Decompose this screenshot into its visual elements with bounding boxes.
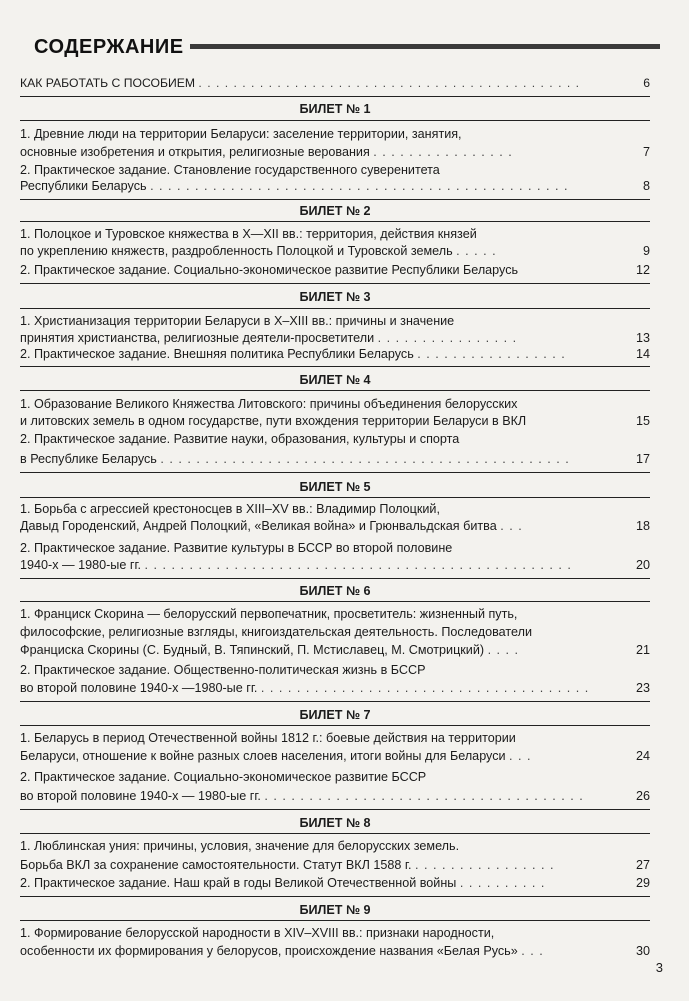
toc-entry[interactable]: [20, 660, 650, 680]
section-divider: [20, 833, 650, 834]
section-divider: [20, 725, 650, 726]
ticket-heading: БИЛЕТ № 8: [299, 816, 371, 830]
toc-entry-text: в Республике Беларусь: [20, 452, 157, 466]
section-divider: [20, 120, 650, 121]
toc-entry[interactable]: [20, 855, 650, 875]
toc-page-number: 14: [635, 347, 650, 361]
leader-dots: . . . . . . . . . . . . . . . .: [414, 858, 555, 872]
leader-dots: . . . . . . . . . . . . . . . .: [377, 331, 518, 345]
toc-entry-text: 2. Практическое задание. Общественно-политическая жизнь в БССР: [20, 663, 426, 677]
ticket-heading: БИЛЕТ № 1: [299, 102, 371, 116]
toc-entry[interactable]: [20, 746, 650, 766]
toc-page-number: 15: [635, 414, 650, 428]
title-underline-bar: [190, 44, 660, 49]
section-divider: [20, 809, 650, 810]
section-divider: [20, 920, 650, 921]
toc-entry-text: философские, религиозные взгляды, книгоиздательская деятельность. Последователи: [20, 625, 532, 639]
toc-entry-text: особенности их формирования у белорусов, происхождение названия «Белая Русь»: [20, 944, 518, 958]
ticket-heading: БИЛЕТ № 4: [299, 373, 371, 387]
toc-entry-text: по укреплению княжеств, раздробленность Полоцкой и Туровской земель: [20, 244, 453, 258]
ticket-heading: БИЛЕТ № 3: [299, 290, 371, 304]
toc-entry-text: 2. Практическое задание. Социально-экономическое развитие Республики Беларусь: [20, 263, 519, 277]
toc-page-number: 29: [635, 876, 650, 890]
toc-entry[interactable]: [20, 640, 650, 660]
toc-entry-text: принятия христианства, религиозные деятели-просветители: [20, 331, 375, 345]
toc-entry[interactable]: [20, 449, 650, 469]
toc-entry-text: 1. Древние люди на территории Беларуси: заселение территории, занятия,: [20, 127, 462, 141]
leader-dots: . . . . . . . . . . . . . . . . . . . . . . . . . . . . . . . . . . . . .: [260, 681, 590, 695]
toc-entry[interactable]: [20, 923, 650, 943]
toc-page-number: 6: [643, 76, 650, 90]
leader-dots: . . .: [509, 749, 532, 763]
section-divider: [20, 601, 650, 602]
leader-dots: . . . . . . . . . . . . . . . .: [373, 145, 513, 159]
toc-entry[interactable]: [20, 786, 650, 806]
section-divider: [20, 366, 650, 367]
toc-entry[interactable]: [20, 260, 650, 280]
toc-page-number: 7: [642, 145, 650, 159]
leader-dots: . . . . . . . . . . . . . . . . . . . . . . . . . . . . . . . . . . . . . . . . . . . . . . .: [150, 179, 569, 193]
section-divider: [20, 96, 650, 97]
toc-page-number: 21: [635, 643, 650, 657]
ticket-heading: БИЛЕТ № 2: [299, 204, 371, 218]
leader-dots: . . . . . . . . . . . . . . . . . . . . . . . . . . . . . . . . . . . .: [264, 789, 584, 803]
toc-entry-text: 2. Практическое задание. Развитие культуры в БССР во второй половине: [20, 541, 453, 555]
section-divider: [20, 221, 650, 222]
section-divider: [20, 390, 650, 391]
toc-entry[interactable]: [20, 241, 650, 261]
toc-page-number: 9: [642, 244, 650, 258]
toc-page-number: 8: [642, 179, 650, 193]
toc-entry[interactable]: [20, 873, 650, 893]
leader-dots: . . . .: [487, 643, 520, 657]
toc-page-number: 26: [635, 789, 650, 803]
section-divider: [20, 283, 650, 284]
toc-entry-text: 1. Люблинская уния: причины, условия, значение для белорусских земель.: [20, 839, 460, 853]
page-number: 3: [655, 960, 663, 975]
toc-entry[interactable]: [20, 516, 650, 536]
toc-entry-text: 1. Образование Великого Княжества Литовского: причины объединения белорусских: [20, 397, 518, 411]
toc-entry[interactable]: [20, 344, 650, 364]
section-divider: [20, 308, 650, 309]
toc-entry-text: 2. Практическое задание. Развитие науки, образования, культуры и спорта: [20, 432, 460, 446]
toc-entry[interactable]: [20, 142, 650, 162]
toc-entry[interactable]: [20, 604, 650, 624]
toc-entry-text: Франциска Скорины (С. Будный, В. Тяпинский, П. Мстиславец, М. Смотрицкий): [20, 643, 485, 657]
toc-entry-text: 2. Практическое задание. Наш край в годы Великой Отечественной войны: [20, 876, 457, 890]
toc-entry-text: 1. Беларусь в период Отечественной войны 1812 г.: боевые действия на территории: [20, 731, 516, 745]
toc-entry-text: во второй половине 1940-х —1980-ые гг.: [20, 681, 258, 695]
toc-entry-text: во второй половине 1940-х — 1980-ые гг.: [20, 789, 261, 803]
toc-entry[interactable]: [20, 622, 650, 642]
section-divider: [20, 701, 650, 702]
leader-dots: . . . . . . . . . . . . . . . . . . . . . . . . . . . . . . . . . . . . . . . . . . . . . .: [160, 452, 570, 466]
toc-entry[interactable]: [20, 941, 650, 961]
toc-entry-text: Беларуси, отношение к войне разных слоев населения, итоги войны для Беларуси: [20, 749, 506, 763]
toc-entry-text: КАК РАБОТАТЬ С ПОСОБИЕМ: [20, 76, 196, 90]
toc-entry[interactable]: [20, 678, 650, 698]
ticket-heading: БИЛЕТ № 6: [299, 584, 371, 598]
section-divider: [20, 472, 650, 473]
toc-entry-intro[interactable]: [20, 73, 650, 93]
leader-dots: . . .: [500, 519, 523, 533]
section-divider: [20, 578, 650, 579]
toc-entry[interactable]: [20, 124, 650, 144]
toc-entry-text: 1. Христианизация территории Беларуси в X–XIII вв.: причины и значение: [20, 314, 455, 328]
toc-entry-text: Республики Беларусь: [20, 179, 147, 193]
toc-page-number: 17: [635, 452, 650, 466]
toc-page-number: 24: [635, 749, 650, 763]
ticket-heading: БИЛЕТ № 9: [299, 903, 371, 917]
leader-dots: . . . . . . . . . . . . . . . . . . . . . . . . . . . . . . . . . . . . . . . . . . . .: [198, 76, 581, 90]
toc-page-number: 27: [635, 858, 650, 872]
ticket-heading: БИЛЕТ № 5: [299, 480, 371, 494]
leader-dots: . . . . . . . . . . . . . . . . .: [417, 347, 566, 361]
leader-dots: . . .: [521, 944, 544, 958]
leader-dots: . . . . .: [456, 244, 497, 258]
toc-entry-text: 1. Франциск Скорина — белорусский первопечатник, просветитель: жизненный путь,: [20, 607, 518, 621]
ticket-heading: БИЛЕТ № 7: [299, 708, 371, 722]
toc-entry[interactable]: [20, 429, 650, 449]
leader-dots: . . . . . . . . . . . . . . . . . . . . . . . . . . . . . . . . . . . . . . . . . . . . . . . .: [144, 558, 572, 572]
toc-entry[interactable]: [20, 411, 650, 431]
toc-entry[interactable]: [20, 176, 650, 196]
toc-entry[interactable]: [20, 728, 650, 748]
toc-page-number: 30: [635, 944, 650, 958]
section-divider: [20, 497, 650, 498]
toc-entry-text: 1. Формирование белорусской народности в XIV–XVIII вв.: признаки народности,: [20, 926, 495, 940]
toc-entry-text: Борьба ВКЛ за сохранение самостоятельности. Статут ВКЛ 1588 г.: [20, 858, 412, 872]
toc-entry-text: Давыд Городенский, Андрей Полоцкий, «Великая война» и Грюнвальдская битва: [20, 519, 497, 533]
leader-dots: . . . . . . . . . .: [459, 876, 546, 890]
toc-entry-text: 1. Полоцкое и Туровское княжества в X—XII вв.: территория, действия князей: [20, 227, 477, 241]
toc-entry-text: 1. Борьба с агрессией крестоносцев в XIII–XV вв.: Владимир Полоцкий,: [20, 502, 440, 516]
page-title: СОДЕРЖАНИЕ: [34, 36, 184, 58]
toc-entry-text: 1940-х — 1980-ые гг.: [20, 558, 142, 572]
section-divider: [20, 199, 650, 200]
toc-page-number: 23: [635, 681, 650, 695]
toc-entry-text: и литовских земель в одном государстве, пути вхождения территории Беларуси в ВКЛ: [20, 414, 527, 428]
toc-page-number: 18: [635, 519, 650, 533]
section-divider: [20, 896, 650, 897]
toc-page-number: 12: [635, 263, 650, 277]
toc-page-number: 13: [635, 331, 650, 345]
toc-entry-text: 2. Практическое задание. Становление государственного суверенитета: [20, 163, 440, 177]
toc-entry-text: 2. Практическое задание. Социально-экономическое развитие БССР: [20, 770, 427, 784]
toc-entry[interactable]: [20, 555, 650, 575]
toc-entry-text: основные изобретения и открытия, религиозные верования: [20, 145, 370, 159]
toc-entry-text: 2. Практическое задание. Внешняя политика Республики Беларусь: [20, 347, 414, 361]
toc-page-number: 20: [635, 558, 650, 572]
toc-entry[interactable]: [20, 767, 650, 787]
toc-entry[interactable]: [20, 836, 650, 856]
